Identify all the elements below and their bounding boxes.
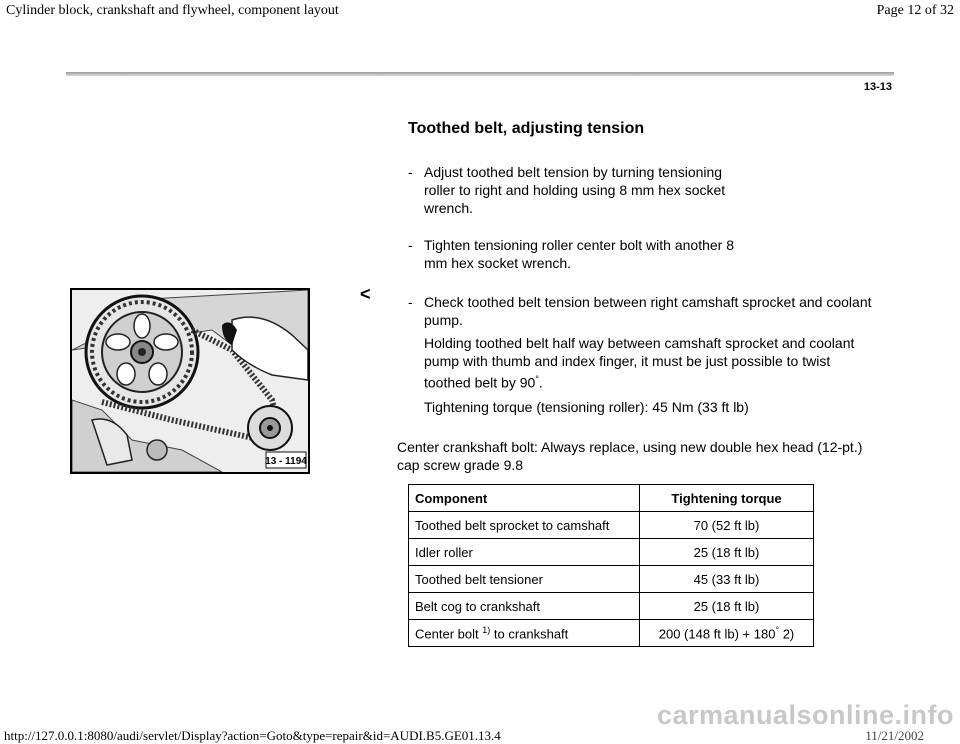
column-header-torque: Tightening torque — [640, 485, 814, 512]
table-row — [409, 593, 814, 620]
step-dash: - — [408, 294, 413, 310]
engine-illustration — [72, 290, 308, 472]
component-cell — [409, 620, 640, 647]
component-text: Center bolt — [415, 626, 479, 642]
detail-text: Holding toothed belt half way between camshaft sprocket and coolant pump with thumb and index finger, it must be just possible to twist toothed belt by 90 — [424, 335, 855, 391]
watermark-logo: carmanualsonline.info — [656, 700, 954, 730]
step-text: Tighten tensioning roller center bolt with another 8 mm hex socket wrench. — [424, 237, 734, 271]
step-text: Check toothed belt tension between right camshaft sprocket and coolant pump. — [424, 294, 872, 328]
crankshaft-bolt-note: Center crankshaft bolt: Always replace, using new double hex head (12-pt.) cap screw grade 9.8 — [397, 439, 863, 473]
torque-table — [408, 484, 814, 647]
footer-url[interactable]: http://127.0.0.1:8080/audi/servlet/Display?action=Goto&type=repair&id=AUDI.B5.GE01.13.4 — [4, 728, 501, 743]
torque-text: 200 (148 ft lb) + 180 — [658, 626, 776, 642]
table-row — [409, 620, 814, 647]
document-title: Cylinder block, crankshaft and flywheel, component layout — [6, 3, 339, 18]
page-number: 13-13 — [863, 81, 892, 93]
step-dash: - — [408, 237, 413, 253]
step-dash: - — [408, 164, 413, 180]
step-check-tension — [408, 293, 872, 329]
torque-cell: 25 (18 ft lb) — [640, 593, 814, 620]
figure-pointer-icon: < — [360, 284, 371, 304]
table-row — [409, 539, 814, 566]
component-cell: Toothed belt tensioner — [409, 566, 640, 593]
page-indicator: Page 12 of 32 — [876, 3, 954, 18]
torque-cell: 45 (33 ft lb) — [640, 566, 814, 593]
torque-cell: 25 (18 ft lb) — [640, 539, 814, 566]
step-detail-twist — [424, 334, 872, 392]
column-header-component: Component — [409, 485, 640, 512]
component-cell: Belt cog to crankshaft — [409, 593, 640, 620]
component-text-suffix: to crankshaft — [493, 626, 569, 642]
torque-cell — [640, 620, 814, 647]
component-cell: Idler roller — [409, 539, 640, 566]
toothed-belt-figure — [70, 288, 310, 474]
detail-period: . — [538, 374, 543, 391]
table-header-row — [409, 485, 814, 512]
table-row — [409, 512, 814, 539]
torque-cell: 70 (52 ft lb) — [640, 512, 814, 539]
step-tighten-bolt — [408, 236, 744, 272]
table-row — [409, 566, 814, 593]
figure-label: 13 - 1194 — [265, 456, 307, 467]
degree-symbol: ° — [775, 624, 780, 635]
step-text: Adjust toothed belt tension by turning tensioning roller to right and holding using 8 mm hex socket wrench. — [424, 164, 726, 216]
header-rule — [66, 72, 894, 76]
torque-footnote: 2) — [782, 626, 795, 642]
step-detail-torque: Tightening torque (tensioning roller): 45 Nm (33 ft lb) — [424, 399, 749, 415]
section-title: Toothed belt, adjusting tension — [408, 120, 645, 137]
component-cell: Toothed belt sprocket to camshaft — [409, 512, 640, 539]
footer-date: 11/21/2002 — [865, 728, 924, 743]
footnote-marker: 1) — [482, 624, 491, 635]
step-adjust-tension — [408, 163, 744, 217]
degree-symbol: ° — [535, 374, 539, 384]
